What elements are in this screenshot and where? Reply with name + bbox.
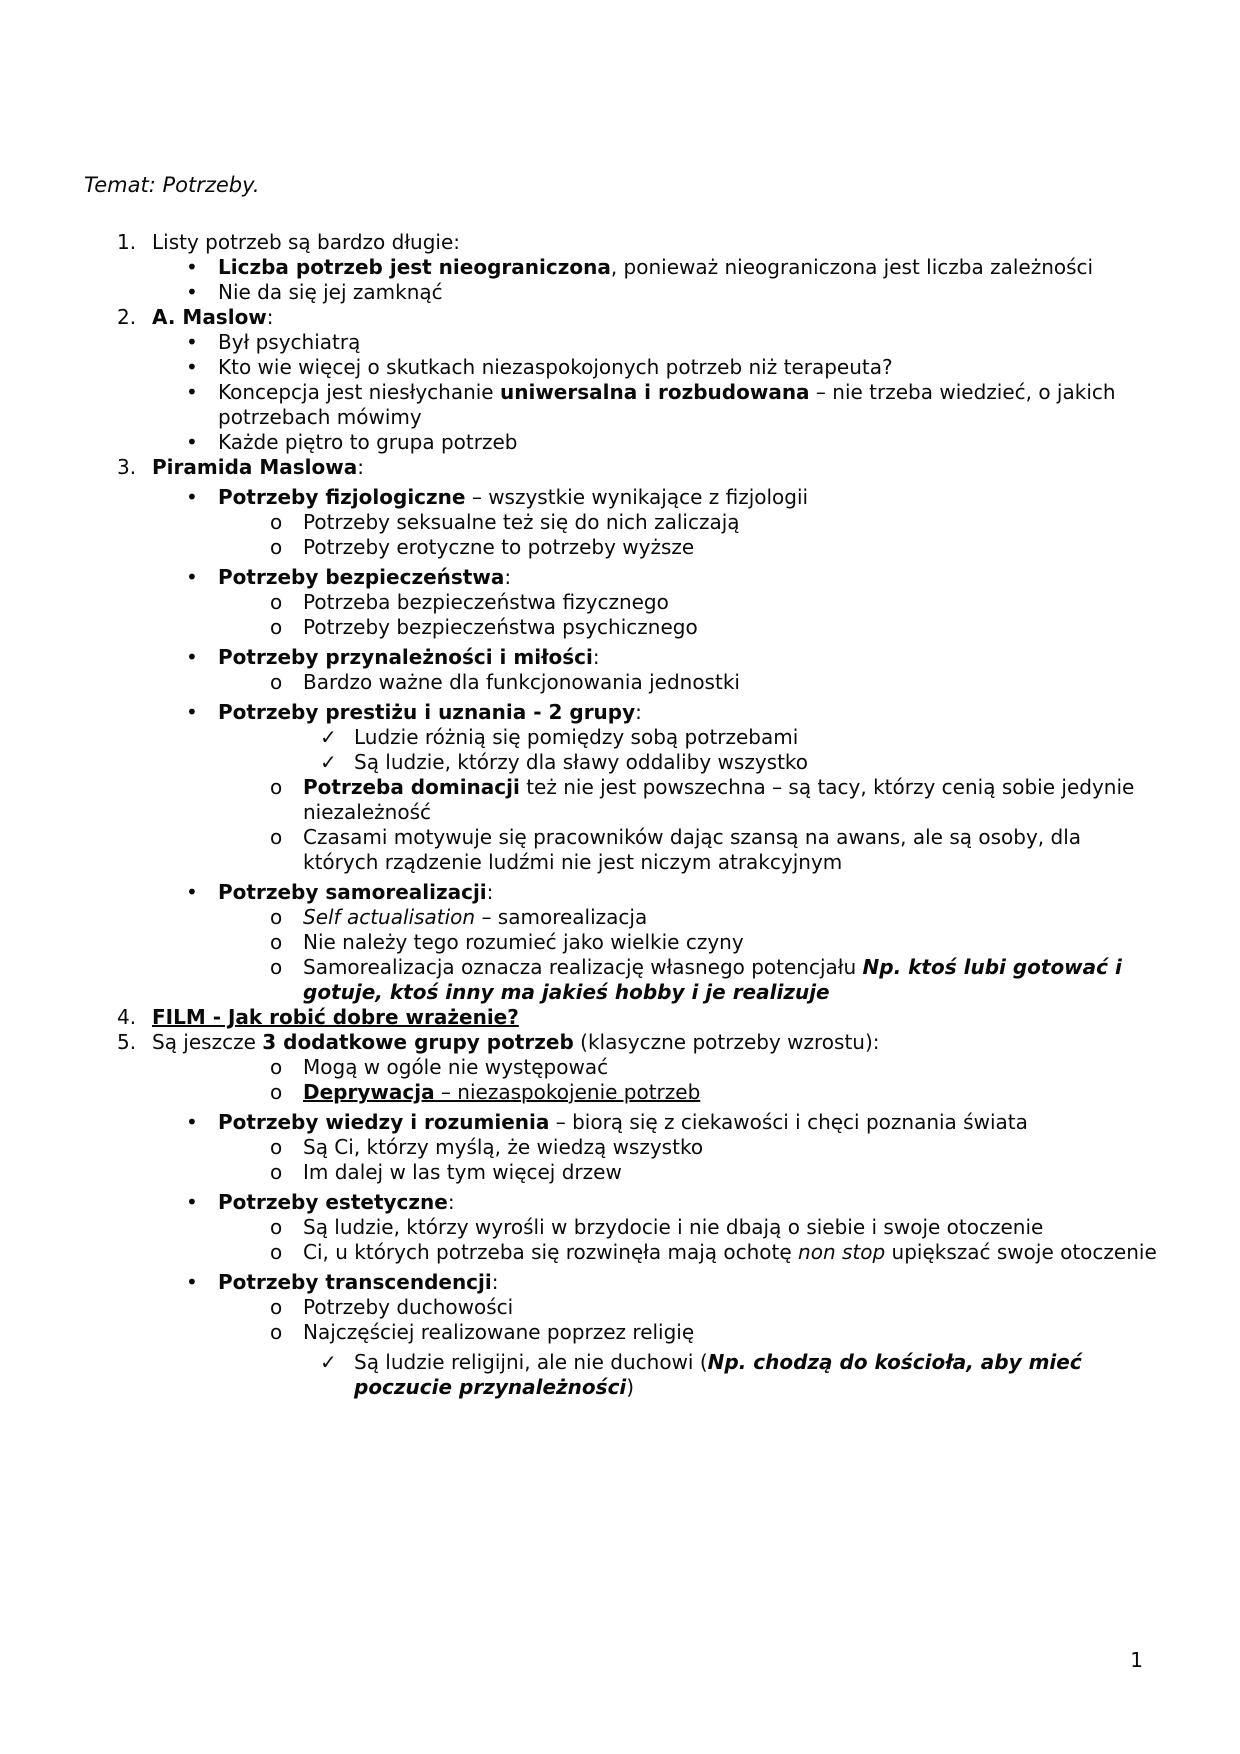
list-item bbox=[84, 1030, 1157, 1055]
list-item-text: Potrzeby fizjologiczne – wszystkie wynikające z fizjologii bbox=[218, 485, 809, 509]
document-list bbox=[84, 230, 1157, 1400]
list-item bbox=[84, 725, 1157, 750]
list-item-text: Potrzeby erotyczne to potrzeby wyższe bbox=[303, 535, 695, 559]
list-item-text: Czasami motywuje się pracowników dając szansą na awans, ale są osoby, dla których rządzenie ludźmi nie jest niczym atrakcyjnym bbox=[303, 825, 1082, 874]
list-item bbox=[84, 590, 1157, 615]
circle-bullet-icon: o bbox=[270, 825, 283, 849]
circle-bullet-icon: o bbox=[270, 1215, 283, 1239]
list-item bbox=[84, 330, 1157, 355]
circle-bullet-icon: o bbox=[270, 1320, 283, 1344]
document-content bbox=[84, 172, 1157, 1400]
list-item bbox=[84, 1350, 1157, 1400]
page-number: 1 bbox=[1130, 1648, 1143, 1672]
list-item bbox=[84, 380, 1157, 430]
list-item bbox=[84, 1005, 1157, 1030]
list-item-text: Potrzeby przynależności i miłości: bbox=[218, 645, 600, 669]
list-item bbox=[84, 1135, 1157, 1160]
bullet-icon: • bbox=[186, 355, 198, 379]
checkmark-icon: ✓ bbox=[320, 1350, 337, 1374]
list-item-text: Każde piętro to grupa potrzeb bbox=[218, 430, 518, 454]
list-item-text: Są ludzie, którzy dla sławy oddaliby wszystko bbox=[354, 750, 809, 774]
list-item bbox=[84, 255, 1157, 280]
list-item-text: Potrzeba dominacji też nie jest powszechna – są tacy, którzy cenią sobie jedynie niezależność bbox=[303, 775, 1135, 824]
list-item bbox=[84, 1080, 1157, 1105]
list-item-text: Mogą w ogóle nie występować bbox=[303, 1055, 609, 1079]
bullet-icon: • bbox=[186, 1270, 198, 1294]
checkmark-icon: ✓ bbox=[320, 750, 337, 774]
list-item-text: Potrzeby bezpieczeństwa psychicznego bbox=[303, 615, 698, 639]
bullet-icon: • bbox=[186, 880, 198, 904]
list-item-text: Są ludzie, którzy wyrośli w brzydocie i nie dbają o siebie i swoje otoczenie bbox=[303, 1215, 1044, 1239]
list-item-text: Są jeszcze 3 dodatkowe grupy potrzeb (klasyczne potrzeby wzrostu): bbox=[152, 1030, 880, 1054]
list-item-text: Najczęściej realizowane poprzez religię bbox=[303, 1320, 695, 1344]
bullet-icon: • bbox=[186, 645, 198, 669]
list-item-text: Samorealizacja oznacza realizację własnego potencjału Np. ktoś lubi gotować i gotuje, ktoś inny ma jakieś hobby i je realizuje bbox=[303, 955, 1122, 1004]
list-item bbox=[84, 905, 1157, 930]
list-item bbox=[84, 775, 1157, 825]
circle-bullet-icon: o bbox=[270, 775, 283, 799]
list-item bbox=[84, 430, 1157, 455]
list-item-text: Ludzie różnią się pomiędzy sobą potrzebami bbox=[354, 725, 799, 749]
list-item bbox=[84, 645, 1157, 670]
bullet-icon: • bbox=[186, 485, 198, 509]
list-number: 4. bbox=[117, 1005, 137, 1029]
list-item bbox=[84, 355, 1157, 380]
list-item-text: Nie da się jej zamknąć bbox=[218, 280, 443, 304]
circle-bullet-icon: o bbox=[270, 1055, 283, 1079]
circle-bullet-icon: o bbox=[270, 955, 283, 979]
list-item bbox=[84, 485, 1157, 510]
list-item bbox=[84, 1270, 1157, 1295]
list-item bbox=[84, 930, 1157, 955]
circle-bullet-icon: o bbox=[270, 905, 283, 929]
list-item-text: Koncepcja jest niesłychanie uniwersalna i rozbudowana – nie trzeba wiedzieć, o jakich potrzebach mówimy bbox=[218, 380, 1116, 429]
bullet-icon: • bbox=[186, 330, 198, 354]
list-item-text: Bardzo ważne dla funkcjonowania jednostki bbox=[303, 670, 740, 694]
list-item bbox=[84, 1240, 1157, 1265]
list-item-text: Są ludzie religijni, ale nie duchowi (Np. chodzą do kościoła, aby mieć poczucie przynależności) bbox=[354, 1350, 1082, 1399]
list-number: 1. bbox=[117, 230, 137, 254]
circle-bullet-icon: o bbox=[270, 1240, 283, 1264]
list-item bbox=[84, 455, 1157, 480]
list-item bbox=[84, 825, 1157, 875]
circle-bullet-icon: o bbox=[270, 1160, 283, 1184]
list-item bbox=[84, 1110, 1157, 1135]
list-item bbox=[84, 615, 1157, 640]
list-item bbox=[84, 880, 1157, 905]
bullet-icon: • bbox=[186, 280, 198, 304]
list-item-text: Listy potrzeb są bardzo długie: bbox=[152, 230, 460, 254]
list-item-text: Potrzeba bezpieczeństwa fizycznego bbox=[303, 590, 669, 614]
circle-bullet-icon: o bbox=[270, 535, 283, 559]
list-item-text: Piramida Maslowa: bbox=[152, 455, 364, 479]
bullet-icon: • bbox=[186, 430, 198, 454]
circle-bullet-icon: o bbox=[270, 510, 283, 534]
list-number: 2. bbox=[117, 305, 137, 329]
bullet-icon: • bbox=[186, 1110, 198, 1134]
list-item-text: Im dalej w las tym więcej drzew bbox=[303, 1160, 622, 1184]
list-item-text: Potrzeby duchowości bbox=[303, 1295, 514, 1319]
list-item bbox=[84, 510, 1157, 535]
list-item-text: Potrzeby seksualne też się do nich zaliczają bbox=[303, 510, 740, 534]
list-item-text: Deprywacja – niezaspokojenie potrzeb bbox=[303, 1080, 701, 1104]
list-item bbox=[84, 1320, 1157, 1345]
bullet-icon: • bbox=[186, 255, 198, 279]
circle-bullet-icon: o bbox=[270, 615, 283, 639]
list-item-text: A. Maslow: bbox=[152, 305, 274, 329]
list-item-text: Potrzeby samorealizacji: bbox=[218, 880, 494, 904]
list-item-text: Kto wie więcej o skutkach niezaspokojonych potrzeb niż terapeuta? bbox=[218, 355, 893, 379]
list-item bbox=[84, 1160, 1157, 1185]
bullet-icon: • bbox=[186, 700, 198, 724]
circle-bullet-icon: o bbox=[270, 1295, 283, 1319]
list-item bbox=[84, 280, 1157, 305]
circle-bullet-icon: o bbox=[270, 590, 283, 614]
checkmark-icon: ✓ bbox=[320, 725, 337, 749]
list-item bbox=[84, 305, 1157, 330]
bullet-icon: • bbox=[186, 1190, 198, 1214]
list-item-text: Był psychiatrą bbox=[218, 330, 361, 354]
list-item bbox=[84, 230, 1157, 255]
list-item bbox=[84, 955, 1157, 1005]
list-item bbox=[84, 750, 1157, 775]
list-item-text: Potrzeby transcendencji: bbox=[218, 1270, 499, 1294]
circle-bullet-icon: o bbox=[270, 1135, 283, 1159]
circle-bullet-icon: o bbox=[270, 1080, 283, 1104]
list-item-text: Potrzeby wiedzy i rozumienia – biorą się z ciekawości i chęci poznania świata bbox=[218, 1110, 1028, 1134]
list-item-text: FILM - Jak robić dobre wrażenie? bbox=[152, 1005, 519, 1029]
list-item bbox=[84, 1055, 1157, 1080]
circle-bullet-icon: o bbox=[270, 670, 283, 694]
list-number: 3. bbox=[117, 455, 137, 479]
list-item bbox=[84, 565, 1157, 590]
list-item bbox=[84, 535, 1157, 560]
list-item bbox=[84, 700, 1157, 725]
list-item-text: Liczba potrzeb jest nieograniczona, ponieważ nieograniczona jest liczba zależności bbox=[218, 255, 1094, 279]
list-number: 5. bbox=[117, 1030, 137, 1054]
list-item bbox=[84, 1215, 1157, 1240]
page-title: Temat: Potrzeby. bbox=[84, 173, 260, 197]
list-item-text: Potrzeby estetyczne: bbox=[218, 1190, 455, 1214]
list-item bbox=[84, 670, 1157, 695]
list-item-text: Ci, u których potrzeba się rozwinęła mają ochotę non stop upiększać swoje otoczenie bbox=[303, 1240, 1157, 1264]
list-item bbox=[84, 1190, 1157, 1215]
list-item-text: Są Ci, którzy myślą, że wiedzą wszystko bbox=[303, 1135, 704, 1159]
list-item-text: Self actualisation – samorealizacja bbox=[303, 905, 648, 929]
circle-bullet-icon: o bbox=[270, 930, 283, 954]
bullet-icon: • bbox=[186, 380, 198, 404]
list-item-text: Potrzeby prestiżu i uznania - 2 grupy: bbox=[218, 700, 642, 724]
list-item bbox=[84, 1295, 1157, 1320]
bullet-icon: • bbox=[186, 565, 198, 589]
list-item-text: Nie należy tego rozumieć jako wielkie czyny bbox=[303, 930, 744, 954]
list-item-text: Potrzeby bezpieczeństwa: bbox=[218, 565, 512, 589]
